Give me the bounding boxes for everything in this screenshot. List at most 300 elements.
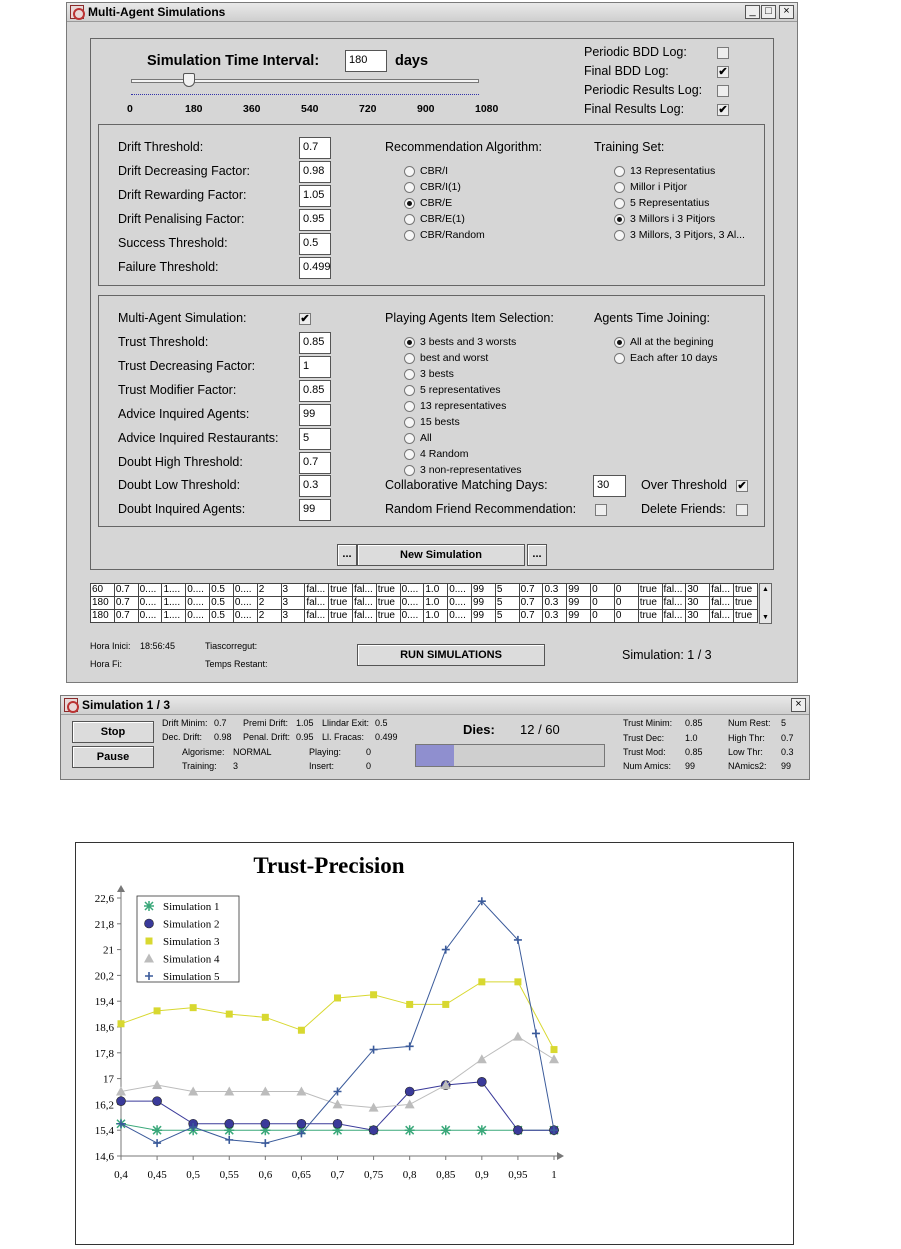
table-cell[interactable]: fal... — [352, 610, 376, 623]
y-tick-label: 16,2 — [94, 1099, 114, 1112]
radio-all[interactable] — [404, 433, 415, 444]
table-cell[interactable]: 1.... — [162, 597, 186, 610]
x-tick-label: 0,65 — [291, 1169, 312, 1181]
x-tick-label: 0,4 — [114, 1169, 128, 1181]
table-cell[interactable]: 0.7 — [114, 584, 138, 597]
table-cell[interactable]: 0.... — [400, 610, 424, 623]
minimize-button[interactable]: _ — [745, 5, 760, 19]
radio-3-bests-3-worsts[interactable] — [404, 337, 415, 348]
data-point — [154, 1007, 161, 1014]
radio-all-label: All — [420, 432, 432, 444]
table-cell[interactable]: 0.5 — [210, 597, 234, 610]
data-point — [152, 1125, 162, 1135]
table-cell[interactable]: 0 — [614, 597, 638, 610]
radio-millor-pitjor-label: Millor i Pitjor — [630, 181, 688, 193]
x-tick-label: 0,7 — [330, 1169, 345, 1181]
log-periodic-bdd-checkbox[interactable] — [717, 47, 729, 59]
table-cell[interactable]: 1.... — [162, 610, 186, 623]
log-periodic-results-label: Periodic Results Log: — [584, 83, 703, 97]
insert-label: Insert: — [309, 761, 335, 771]
over-threshold-label: Over Threshold — [641, 478, 727, 492]
table-cell[interactable]: 180 — [91, 610, 115, 623]
table-cell[interactable]: true — [638, 597, 662, 610]
table-cell[interactable]: 0.... — [186, 584, 210, 597]
data-point — [514, 978, 521, 985]
radio-3-millors-3-pitjors-label: 3 Millors i 3 Pitjors — [630, 213, 716, 225]
trust-precision-chart — [76, 843, 793, 1244]
data-point — [477, 1125, 487, 1135]
table-cell[interactable]: true — [329, 584, 353, 597]
drift-decreasing-label: Drift Decreasing Factor: — [118, 164, 250, 178]
table-cell[interactable]: 99 — [567, 584, 591, 597]
table-cell[interactable]: 0 — [591, 597, 615, 610]
table-cell[interactable]: 0.5 — [210, 584, 234, 597]
log-final-results-checkbox[interactable]: ✔ — [718, 104, 728, 116]
data-point — [297, 1119, 306, 1128]
training-label: Training: — [182, 761, 217, 771]
y-tick-label: 22,6 — [94, 893, 114, 905]
x-tick-label: 0,5 — [186, 1169, 201, 1181]
table-cell[interactable]: 0.... — [186, 597, 210, 610]
algorisme-value: NORMAL — [233, 747, 272, 757]
hora-fi-label: Hora Fi: — [90, 659, 123, 669]
num-amics-label: Num Amics: — [623, 761, 672, 771]
slider-tick-label: 720 — [359, 103, 377, 115]
table-cell[interactable]: true — [638, 584, 662, 597]
collab-days-input[interactable]: 30 — [593, 475, 626, 497]
data-point — [513, 1126, 522, 1135]
dec-drift-label: Dec. Drift: — [162, 732, 203, 742]
data-point — [225, 1136, 233, 1144]
trust-mod-value: 0.85 — [685, 747, 703, 757]
y-tick-label: 18,6 — [94, 1022, 114, 1034]
radio-15-bests[interactable] — [404, 417, 415, 428]
table-cell[interactable]: 0.... — [400, 584, 424, 597]
table-cell[interactable]: 0.3 — [543, 597, 567, 610]
table-cell[interactable]: 99 — [472, 584, 496, 597]
data-point — [369, 1126, 378, 1135]
table-cell[interactable]: 2 — [257, 610, 281, 623]
table-cell[interactable]: true — [376, 597, 400, 610]
table-cell[interactable]: true — [329, 610, 353, 623]
radio-3-millors-3-pitjors-3-al-label: 3 Millors, 3 Pitjors, 3 Al... — [630, 229, 745, 241]
y-tick-label: 20,2 — [94, 970, 114, 983]
drift-threshold-label: Drift Threshold: — [118, 140, 204, 154]
low-thr-label: Low Thr: — [728, 747, 763, 757]
dec-drift-value: 0.98 — [214, 732, 232, 742]
time-slider-thumb[interactable] — [183, 73, 195, 87]
time-interval-unit: days — [395, 53, 429, 69]
table-cell[interactable]: 0.... — [186, 610, 210, 623]
data-point — [261, 1119, 270, 1128]
data-point — [549, 1054, 559, 1063]
radio-13-representatius-label: 13 Representatius — [630, 165, 716, 177]
run-simulations-button[interactable]: RUN SIMULATIONS — [357, 644, 545, 666]
x-tick-label: 0,85 — [436, 1169, 456, 1181]
x-axis-arrow-icon — [557, 1152, 564, 1160]
table-cell[interactable]: 99 — [567, 597, 591, 610]
table-row[interactable] — [91, 597, 758, 610]
table-cell[interactable]: true — [733, 597, 757, 610]
radio-millor-pitjor[interactable] — [614, 182, 625, 193]
slider-tick-label: 900 — [417, 103, 435, 115]
day-progress-bar — [415, 744, 605, 767]
data-point — [225, 1119, 234, 1128]
trust-dec-value: 1.0 — [685, 733, 698, 743]
dies-value: 12 / 60 — [520, 722, 560, 737]
data-point — [477, 1077, 486, 1086]
trust-threshold-input[interactable]: 0.85 — [299, 332, 331, 354]
drift-rewarding-input[interactable]: 1.05 — [299, 185, 331, 207]
table-cell[interactable]: 3 — [281, 597, 305, 610]
trust-decreasing-label: Trust Decreasing Factor: — [118, 359, 256, 373]
legend-entry: Simulation 5 — [163, 971, 220, 983]
data-point — [442, 946, 450, 954]
doubt-high-input[interactable]: 0.7 — [299, 452, 331, 474]
table-scrollbar[interactable] — [759, 583, 772, 624]
advice-agents-input[interactable]: 99 — [299, 404, 331, 426]
table-cell[interactable]: fal... — [305, 597, 329, 610]
table-cell[interactable]: 30 — [686, 597, 710, 610]
table-cell[interactable]: 0.3 — [543, 584, 567, 597]
legend-marker — [146, 938, 153, 945]
table-cell[interactable]: 0.... — [233, 597, 257, 610]
slider-tick-label: 540 — [301, 103, 319, 115]
drift-penalising-label: Drift Penalising Factor: — [118, 212, 245, 226]
table-cell[interactable]: fal... — [305, 610, 329, 623]
prev-simulation-button[interactable]: ... — [337, 544, 357, 566]
radio-13-representatives-label: 13 representatives — [420, 400, 507, 412]
high-thr-label: High Thr: — [728, 733, 765, 743]
x-tick-label: 0,75 — [363, 1169, 384, 1181]
table-row[interactable] — [91, 610, 758, 623]
radio-all-at-begining-label: All at the begining — [630, 336, 714, 348]
maximize-button[interactable]: □ — [761, 5, 776, 19]
close-button[interactable]: × — [779, 5, 794, 19]
trust-modifier-input[interactable]: 0.85 — [299, 380, 331, 402]
ll-fracas-value: 0.499 — [375, 732, 398, 742]
data-point — [406, 1001, 413, 1008]
recommendation-title: Recommendation Algorithm: — [385, 140, 543, 154]
playing-label: Playing: — [309, 747, 342, 757]
radio-cbr-e[interactable] — [404, 198, 415, 209]
time-interval-label: Simulation Time Interval: — [147, 53, 320, 69]
data-point — [405, 1087, 414, 1096]
table-cell[interactable]: 0.... — [233, 584, 257, 597]
radio-3-non-representatives[interactable] — [404, 465, 415, 476]
day-progress-fill — [416, 745, 454, 766]
data-point — [118, 1020, 125, 1027]
table-cell[interactable]: 0.3 — [543, 610, 567, 623]
drift-minim-label: Drift Minim: — [162, 718, 208, 728]
data-point — [370, 991, 377, 998]
table-cell[interactable]: 0.5 — [210, 610, 234, 623]
radio-13-representatives[interactable] — [404, 401, 415, 412]
num-amics-value: 99 — [685, 761, 696, 771]
legend-entry: Simulation 1 — [163, 901, 220, 913]
table-cell[interactable]: 99 — [472, 610, 496, 623]
table-cell[interactable]: fal... — [352, 597, 376, 610]
multi-agent-label: Multi-Agent Simulation: — [118, 311, 247, 325]
table-cell[interactable]: 0.... — [448, 597, 472, 610]
doubt-low-label: Doubt Low Threshold: — [118, 478, 241, 492]
legend-entry: Simulation 4 — [163, 953, 220, 966]
success-threshold-input[interactable]: 0.5 — [299, 233, 331, 255]
radio-13-representatius[interactable] — [614, 166, 625, 177]
y-tick-label: 19,4 — [94, 996, 114, 1009]
radio-cbr-random[interactable] — [404, 230, 415, 241]
simulation-counter: Simulation: 1 / 3 — [622, 648, 712, 662]
table-cell[interactable]: 0 — [614, 584, 638, 597]
stop-button[interactable]: Stop — [72, 721, 154, 743]
series-line-3 — [121, 982, 554, 1050]
multi-agent-checkbox[interactable]: ✔ — [300, 313, 310, 325]
legend-marker — [145, 919, 154, 928]
log-periodic-results-checkbox[interactable] — [717, 85, 729, 97]
premi-drift-value: 1.05 — [296, 718, 314, 728]
time-joining-title: Agents Time Joining: — [594, 311, 711, 325]
series-line-4 — [121, 1037, 554, 1108]
radio-cbr-e1[interactable] — [404, 214, 415, 225]
table-cell[interactable]: 30 — [686, 610, 710, 623]
drift-threshold-input[interactable]: 0.7 — [299, 137, 331, 159]
radio-each-after-10-days-label: Each after 10 days — [630, 352, 718, 364]
radio-cbr-i1-label: CBR/I(1) — [420, 181, 461, 193]
advice-restaurants-label: Advice Inquired Restaurants: — [118, 431, 279, 445]
table-cell[interactable]: 1.0 — [424, 610, 448, 623]
x-tick-label: 0,95 — [508, 1169, 528, 1181]
data-point — [551, 1046, 558, 1053]
data-point — [190, 1004, 197, 1011]
success-threshold-label: Success Threshold: — [118, 236, 228, 250]
table-cell[interactable]: true — [733, 610, 757, 623]
advice-restaurants-input[interactable]: 5 — [299, 428, 331, 450]
radio-4-random[interactable] — [404, 449, 415, 460]
table-cell[interactable]: 3 — [281, 610, 305, 623]
x-tick-label: 0,9 — [474, 1169, 489, 1181]
hora-inici-label: Hora Inici: — [90, 641, 131, 651]
table-cell[interactable]: 0.... — [138, 610, 162, 623]
table-cell[interactable]: 0.... — [448, 584, 472, 597]
collab-days-label: Collaborative Matching Days: — [385, 478, 548, 492]
table-cell[interactable]: 0.7 — [519, 584, 543, 597]
y-tick-label: 14,6 — [94, 1151, 114, 1163]
app-icon — [64, 698, 78, 712]
radio-each-after-10-days[interactable] — [614, 353, 625, 364]
progress-titlebar[interactable] — [61, 696, 809, 715]
radio-5-representatius-label: 5 Representatius — [630, 197, 710, 209]
table-cell[interactable]: 5 — [495, 610, 519, 623]
x-tick-label: 0,45 — [147, 1169, 167, 1181]
radio-5-representatives-label: 5 representatives — [420, 384, 501, 396]
table-cell[interactable]: true — [376, 584, 400, 597]
table-row[interactable] — [91, 584, 758, 597]
radio-cbr-i[interactable] — [404, 166, 415, 177]
random-friend-checkbox[interactable] — [595, 504, 607, 516]
data-point — [405, 1099, 415, 1108]
table-cell[interactable]: 0.... — [400, 597, 424, 610]
table-cell[interactable]: fal... — [352, 584, 376, 597]
table-cell[interactable]: 60 — [91, 584, 115, 597]
table-cell[interactable]: fal... — [662, 610, 686, 623]
radio-5-representatives[interactable] — [404, 385, 415, 396]
data-point — [406, 1042, 414, 1050]
radio-3-millors-3-pitjors[interactable] — [614, 214, 625, 225]
scroll-down-icon[interactable]: ▼ — [762, 614, 769, 621]
table-cell[interactable]: fal... — [305, 584, 329, 597]
legend-entry: Simulation 3 — [163, 936, 220, 948]
radio-cbr-e1-label: CBR/E(1) — [420, 213, 465, 225]
radio-best-worst[interactable] — [404, 353, 415, 364]
progress-close-button[interactable]: × — [791, 698, 806, 712]
trust-modifier-label: Trust Modifier Factor: — [118, 383, 237, 397]
table-cell[interactable]: 0 — [591, 610, 615, 623]
radio-3-bests-label: 3 bests — [420, 368, 454, 380]
table-cell[interactable]: 0.... — [448, 610, 472, 623]
table-cell[interactable]: 2 — [257, 584, 281, 597]
table-cell[interactable]: 0 — [614, 610, 638, 623]
table-cell[interactable]: 0.7 — [519, 610, 543, 623]
table-cell[interactable]: 3 — [281, 584, 305, 597]
low-thr-value: 0.3 — [781, 747, 794, 757]
data-point — [532, 1029, 540, 1037]
log-final-bdd-checkbox[interactable]: ✔ — [718, 66, 728, 78]
table-cell[interactable]: 0.7 — [519, 597, 543, 610]
table-cell[interactable]: true — [376, 610, 400, 623]
y-axis-arrow-icon — [117, 885, 125, 892]
table-cell[interactable]: 99 — [567, 610, 591, 623]
chart-title: Trust-Precision — [253, 853, 405, 878]
data-point — [153, 1097, 162, 1106]
advice-agents-label: Advice Inquired Agents: — [118, 407, 250, 421]
next-simulation-button[interactable]: ... — [527, 544, 547, 566]
slider-scale — [131, 94, 479, 97]
log-final-bdd-label: Final BDD Log: — [584, 64, 669, 78]
delete-friends-label: Delete Friends: — [641, 502, 726, 516]
playing-value: 0 — [366, 747, 372, 757]
simulations-table[interactable] — [90, 583, 758, 623]
training-set-title: Training Set: — [594, 140, 665, 154]
llindar-exit-value: 0.5 — [375, 718, 388, 728]
dies-label: Dies: — [463, 722, 495, 737]
table-cell[interactable]: fal... — [662, 584, 686, 597]
x-tick-label: 0,55 — [219, 1169, 239, 1181]
y-tick-label: 15,4 — [94, 1125, 114, 1138]
training-value: 3 — [233, 761, 239, 771]
new-simulation-button[interactable]: New Simulation — [357, 544, 525, 566]
radio-3-non-representatives-label: 3 non-representatives — [420, 464, 522, 476]
table-cell[interactable]: 1.... — [162, 584, 186, 597]
radio-3-bests-3-worsts-label: 3 bests and 3 worsts — [420, 336, 517, 348]
data-point — [442, 1001, 449, 1008]
high-thr-value: 0.7 — [781, 733, 794, 743]
radio-4-random-label: 4 Random — [420, 448, 469, 460]
radio-3-bests[interactable] — [404, 369, 415, 380]
table-cell[interactable]: true — [638, 610, 662, 623]
namics2-value: 99 — [781, 761, 792, 771]
data-point — [117, 1097, 126, 1106]
log-periodic-bdd-label: Periodic BDD Log: — [584, 45, 687, 59]
table-cell[interactable]: 0.7 — [114, 610, 138, 623]
drift-penalising-input[interactable]: 0.95 — [299, 209, 331, 231]
failure-threshold-input[interactable]: 0.499 — [299, 257, 331, 279]
radio-cbr-i1[interactable] — [404, 182, 415, 193]
trust-decreasing-input[interactable]: 1 — [299, 356, 331, 378]
trust-dec-label: Trust Dec: — [623, 733, 665, 743]
table-cell[interactable]: 1.0 — [424, 597, 448, 610]
table-cell[interactable]: 1.0 — [424, 584, 448, 597]
drift-decreasing-input[interactable]: 0.98 — [299, 161, 331, 183]
doubt-agents-label: Doubt Inquired Agents: — [118, 502, 246, 516]
progress-window-title: Simulation 1 / 3 — [82, 698, 171, 712]
main-titlebar[interactable] — [67, 3, 797, 22]
over-threshold-checkbox[interactable]: ✔ — [737, 480, 747, 492]
scroll-up-icon[interactable]: ▲ — [762, 586, 769, 593]
slider-tick-label: 180 — [185, 103, 203, 115]
doubt-low-input[interactable]: 0.3 — [299, 475, 331, 497]
table-cell[interactable]: 180 — [91, 597, 115, 610]
data-point — [334, 994, 341, 1001]
table-cell[interactable]: fal... — [710, 610, 734, 623]
data-point — [333, 1119, 342, 1128]
table-cell[interactable]: 0.... — [138, 584, 162, 597]
time-interval-input[interactable]: 180 — [345, 50, 387, 72]
legend-marker — [144, 901, 154, 911]
table-cell[interactable]: true — [329, 597, 353, 610]
slider-tick-label: 1080 — [475, 103, 499, 115]
radio-15-bests-label: 15 bests — [420, 416, 460, 428]
table-cell[interactable]: 0.... — [233, 610, 257, 623]
data-point — [478, 978, 485, 985]
radio-best-worst-label: best and worst — [420, 352, 489, 364]
table-cell[interactable]: fal... — [662, 597, 686, 610]
table-cell[interactable]: 2 — [257, 597, 281, 610]
penal-drift-label: Penal. Drift: — [243, 732, 291, 742]
y-tick-label: 21,8 — [94, 918, 114, 931]
y-tick-label: 17 — [103, 1073, 114, 1086]
legend-entry: Simulation 2 — [163, 918, 220, 931]
table-cell[interactable]: 0.... — [138, 597, 162, 610]
data-point — [333, 1099, 343, 1108]
data-point — [513, 1032, 523, 1041]
num-rest-value: 5 — [781, 718, 787, 728]
data-point — [298, 1027, 305, 1034]
table-cell[interactable]: 0 — [591, 584, 615, 597]
radio-all-at-begining[interactable] — [614, 337, 625, 348]
table-cell[interactable]: 0.7 — [114, 597, 138, 610]
table-cell[interactable]: 5 — [495, 584, 519, 597]
y-tick-label: 21 — [103, 944, 114, 957]
pause-button[interactable]: Pause — [72, 746, 154, 768]
namics2-label: NAmics2: — [728, 761, 767, 771]
table-cell[interactable]: 5 — [495, 597, 519, 610]
radio-5-representatius[interactable] — [614, 198, 625, 209]
temps-restant-label: Temps Restant: — [205, 659, 268, 669]
doubt-agents-input[interactable]: 99 — [299, 499, 331, 521]
table-cell[interactable]: 30 — [686, 584, 710, 597]
doubt-high-label: Doubt High Threshold: — [118, 455, 243, 469]
table-cell[interactable]: fal... — [710, 597, 734, 610]
num-rest-label: Num Rest: — [728, 718, 771, 728]
slider-tick-label: 360 — [243, 103, 261, 115]
table-cell[interactable]: fal... — [710, 584, 734, 597]
delete-friends-checkbox[interactable] — [736, 504, 748, 516]
table-cell[interactable]: true — [733, 584, 757, 597]
table-cell[interactable]: 99 — [472, 597, 496, 610]
trust-minim-label: Trust Minim: — [623, 718, 673, 728]
data-point — [261, 1139, 269, 1147]
radio-3-millors-3-pitjors-3-al[interactable] — [614, 230, 625, 241]
